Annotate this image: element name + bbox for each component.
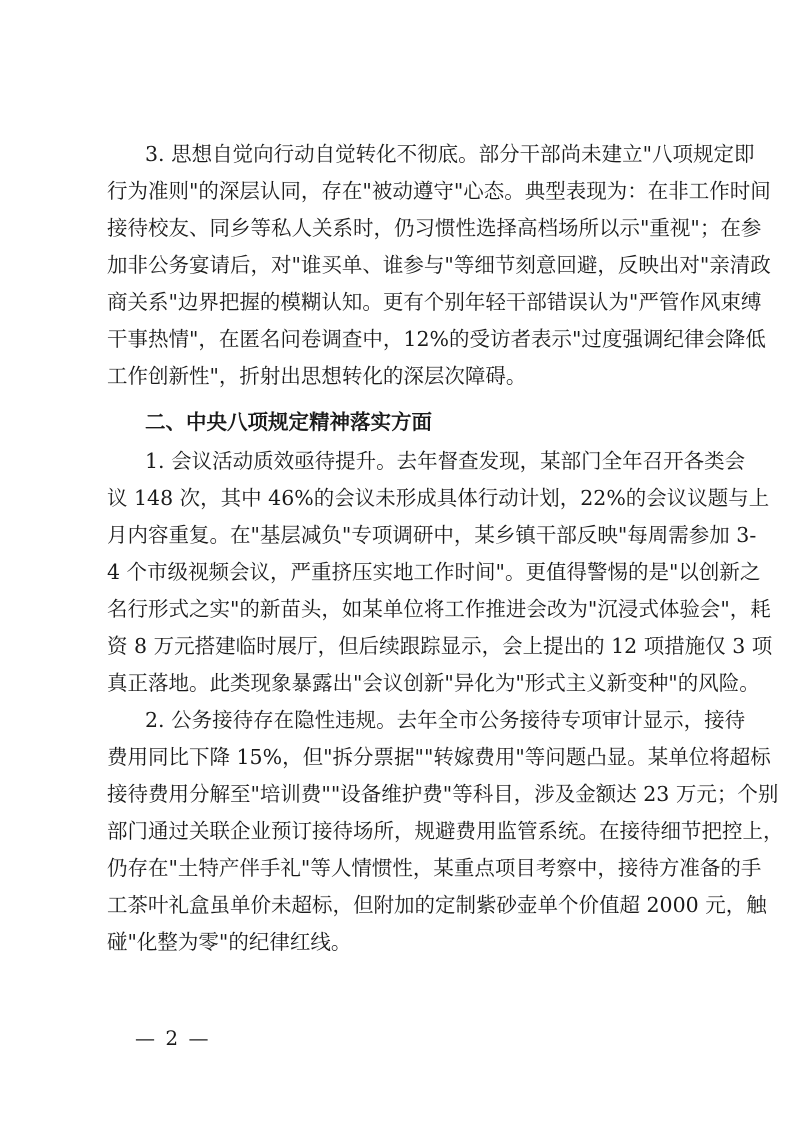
paragraph-line: 干事热情"，在匿名问卷调查中，12%的受访者表示"过度强调纪律会降低: [107, 327, 766, 351]
paragraph-line: 名行形式之实"的新苗头，如某单位将工作推进会改为"沉浸式体验会"，耗: [107, 597, 771, 621]
paragraph-line: 商关系"边界把握的模糊认知。更有个别年轻干部错误认为"严管作风束缚: [107, 290, 762, 314]
paragraph-line: 议 148 次，其中 46%的会议未形成具体行动计划，22%的会议议题与上: [107, 486, 770, 510]
paragraph-line: 月内容重复。在"基层减负"专项调研中，某乡镇干部反映"每周需参加 3-: [107, 523, 757, 547]
paragraph-line: 仍存在"土特产伴手礼"等人情惯性，某重点项目考察中，接待方准备的手: [107, 856, 762, 880]
paragraph-3-ideology: [107, 136, 771, 395]
section-heading: 二、中央八项规定精神落实方面: [145, 410, 432, 434]
paragraph-line: 真正落地。此类现象暴露出"会议创新"异化为"形式主义新变种"的风险。: [107, 671, 760, 695]
page-number: — 2 —: [135, 1026, 211, 1050]
paragraph-line: 4 个市级视频会议，严重挤压实地工作时间"。更值得警惕的是"以创新之: [107, 560, 761, 584]
document-body: [107, 136, 784, 961]
paragraph-line: 工作创新性"，折射出思想转化的深层次障碍。: [107, 364, 527, 388]
paragraph-line: 行为准则"的深层认同，存在"被动遵守"心态。典型表现为：在非工作时间: [107, 179, 771, 203]
paragraph-line: 碰"化整为零"的纪律红线。: [107, 930, 352, 954]
paragraph-line: 接待费用分解至"培训费""设备维护费"等科目，涉及金额达 23 万元；个别: [107, 782, 779, 806]
paragraph-2-reception: [107, 702, 784, 961]
paragraph-line: 部门通过关联企业预订接待场所，规避费用监管系统。在接待细节把控上，: [107, 819, 784, 843]
paragraph-line: 资 8 万元搭建临时展厅，但后续跟踪显示，会上提出的 12 项措施仅 3 项: [107, 634, 773, 658]
paragraph-line: 加非公务宴请后，对"谁买单、谁参与"等细节刻意回避，反映出对"亲清政: [107, 253, 771, 277]
paragraph-line: 费用同比下降 15%，但"拆分票据""转嫁费用"等问题凸显。某单位将超标: [107, 745, 771, 769]
paragraph-line: 3. 思想自觉向行动自觉转化不彻底。部分干部尚未建立"八项规定即: [145, 142, 755, 166]
paragraph-line: 2. 公务接待存在隐性违规。去年全市公务接待专项审计显示，接待: [145, 708, 746, 732]
paragraph-line: 1. 会议活动质效亟待提升。去年督查发现，某部门全年召开各类会: [145, 449, 746, 473]
paragraph-line: 接待校友、同乡等私人关系时，仍习惯性选择高档场所以示"重视"；在参: [107, 216, 762, 240]
paragraph-line: 工茶叶礼盒虽单价未超标，但附加的定制紫砂壶单个价值超 2000 元，触: [107, 893, 767, 917]
paragraph-1-meetings: [107, 443, 773, 702]
